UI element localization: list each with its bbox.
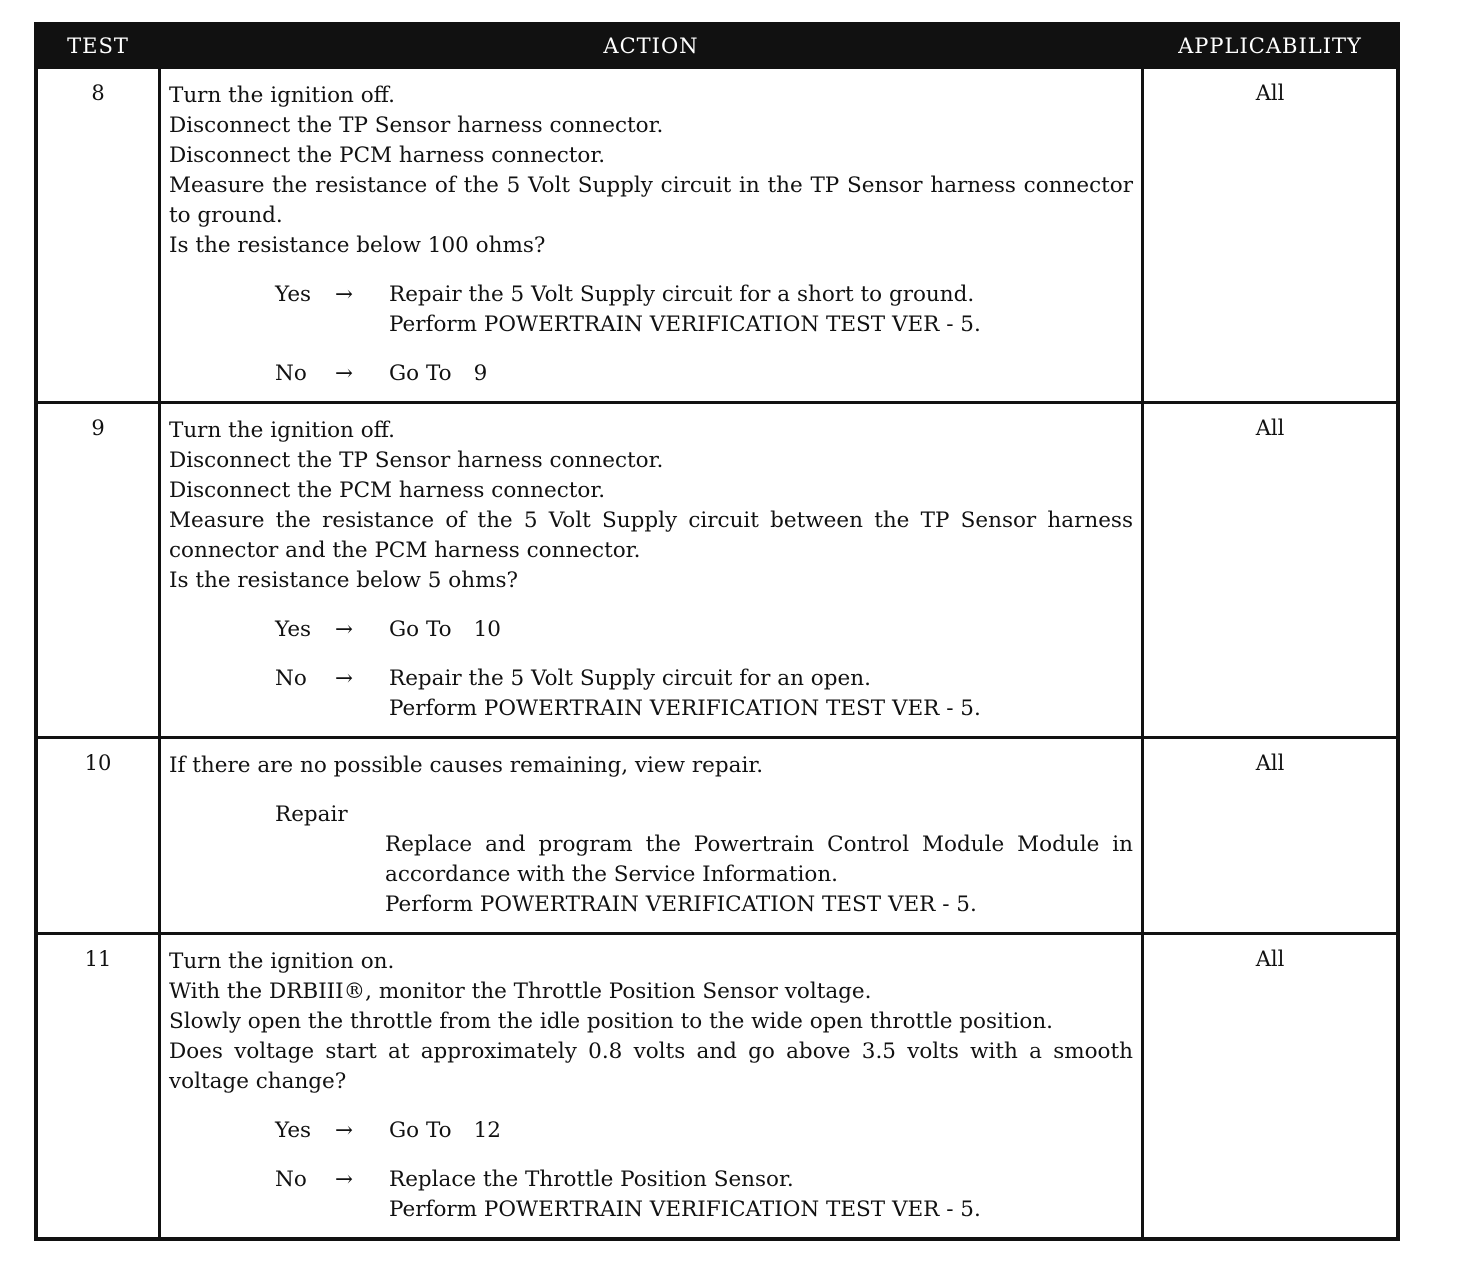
- repair-line: Replace and program the Powertrain Control Module Module in accordance with the Service Information.: [385, 832, 1133, 887]
- action-cell: [158, 935, 1144, 1237]
- step-text: Disconnect the PCM harness connector.: [169, 478, 606, 503]
- test-number: 11: [84, 947, 112, 971]
- step-text: Disconnect the TP Sensor harness connector.: [169, 113, 664, 138]
- answer-line: Repair the 5 Volt Supply circuit for an open.: [389, 666, 871, 691]
- applicability-cell: All: [1255, 416, 1285, 440]
- answer-line: Repair the 5 Volt Supply circuit for a short to ground.: [389, 282, 975, 307]
- yes-label: Yes: [275, 617, 312, 642]
- step-text: Is the resistance below 100 ohms?: [169, 233, 546, 258]
- repair-line: Perform POWERTRAIN VERIFICATION TEST VER - 5.: [385, 892, 977, 917]
- yes-label: Yes: [275, 1118, 312, 1143]
- step-text: Disconnect the TP Sensor harness connector.: [169, 448, 664, 473]
- no-answer: [275, 664, 1133, 724]
- table-header: [38, 26, 1396, 66]
- step-text: Turn the ignition off.: [169, 418, 395, 443]
- diagnostic-test-table: [34, 22, 1400, 1241]
- no-label: No: [275, 361, 307, 386]
- no-answer: [275, 359, 1133, 389]
- action-cell: [158, 739, 1144, 932]
- step-text: With the DRBIII®, monitor the Throttle Position Sensor voltage.: [169, 979, 872, 1004]
- goto-label: Go To: [389, 361, 452, 386]
- table-row: [38, 932, 1396, 1237]
- answer-line: Perform POWERTRAIN VERIFICATION TEST VER - 5.: [389, 312, 981, 337]
- step-text: Is the resistance below 5 ohms?: [169, 568, 519, 593]
- yes-answer: [275, 1116, 1133, 1146]
- table-row: [38, 736, 1396, 932]
- yes-answer: [275, 280, 1133, 340]
- arrow-right-icon: →: [335, 282, 354, 307]
- goto-text: [389, 615, 1133, 645]
- arrow-right-icon: →: [335, 617, 354, 642]
- goto-target: 10: [473, 617, 501, 642]
- no-label: No: [275, 666, 307, 691]
- applicability-cell: All: [1255, 947, 1285, 971]
- answer-line: Perform POWERTRAIN VERIFICATION TEST VER - 5.: [389, 1197, 981, 1222]
- no-answer: [275, 1165, 1133, 1225]
- goto-target: 12: [473, 1118, 501, 1143]
- goto-target: 9: [473, 361, 488, 386]
- answer-text: [389, 280, 1133, 340]
- table-row: [38, 66, 1396, 401]
- step-text: Turn the ignition on.: [169, 949, 395, 974]
- arrow-right-icon: →: [335, 1167, 354, 1192]
- step-text: If there are no possible causes remaining, view repair.: [169, 753, 764, 778]
- action-cell: [158, 69, 1144, 401]
- test-number: 9: [91, 416, 105, 440]
- no-label: No: [275, 1167, 307, 1192]
- step-text: Turn the ignition off.: [169, 83, 395, 108]
- arrow-right-icon: →: [335, 1118, 354, 1143]
- header-action: ACTION: [603, 34, 699, 58]
- step-text: Disconnect the PCM harness connector.: [169, 143, 606, 168]
- header-applicability: APPLICABILITY: [1178, 34, 1362, 58]
- header-test: TEST: [67, 34, 129, 58]
- goto-text: [389, 359, 1133, 389]
- test-number: 8: [91, 81, 105, 105]
- step-text: Does voltage start at approximately 0.8 volts and go above 3.5 volts with a smooth voltage change?: [169, 1039, 1133, 1094]
- yes-answer: [275, 615, 1133, 645]
- applicability-cell: All: [1255, 81, 1285, 105]
- yes-label: Yes: [275, 282, 312, 307]
- action-cell: [158, 404, 1144, 736]
- goto-text: [389, 1116, 1133, 1146]
- arrow-right-icon: →: [335, 361, 354, 386]
- step-text: Slowly open the throttle from the idle position to the wide open throttle position.: [169, 1009, 1054, 1034]
- goto-label: Go To: [389, 617, 452, 642]
- answer-text: [389, 664, 1133, 724]
- answer-line: Replace the Throttle Position Sensor.: [389, 1167, 794, 1192]
- answer-text: [389, 1165, 1133, 1225]
- goto-label: Go To: [389, 1118, 452, 1143]
- step-text: Measure the resistance of the 5 Volt Supply circuit in the TP Sensor harness connector to ground.: [169, 173, 1133, 228]
- test-number: 10: [84, 751, 112, 775]
- arrow-right-icon: →: [335, 666, 354, 691]
- table-row: [38, 401, 1396, 736]
- answer-line: Perform POWERTRAIN VERIFICATION TEST VER - 5.: [389, 696, 981, 721]
- step-text: Measure the resistance of the 5 Volt Supply circuit between the TP Sensor harness connector and the PCM harness connector.: [169, 508, 1133, 563]
- applicability-cell: All: [1255, 751, 1285, 775]
- repair-label: Repair: [275, 802, 348, 827]
